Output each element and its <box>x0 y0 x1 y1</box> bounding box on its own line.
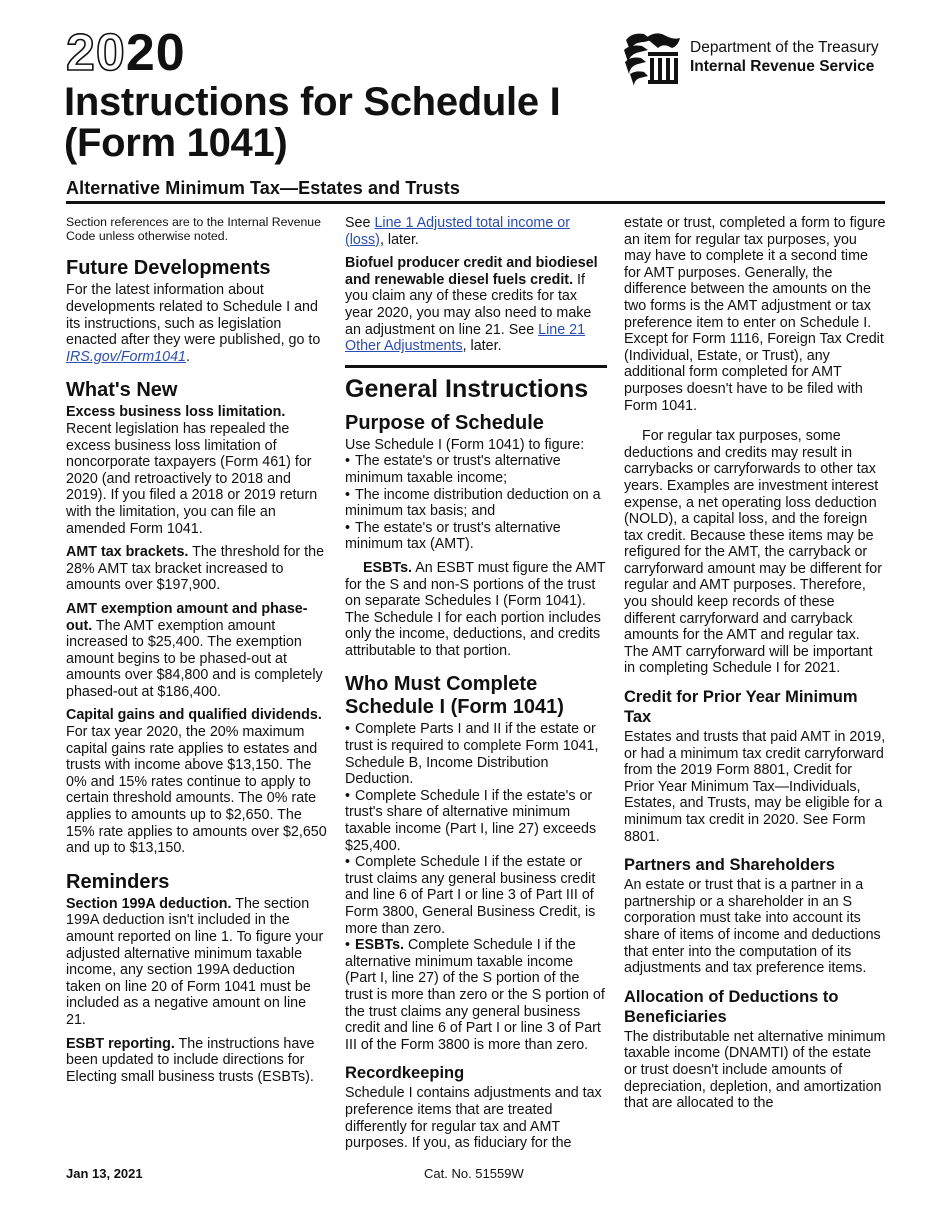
year-outline-digits: 20 <box>66 24 126 82</box>
future-developments-text: For the latest information about developments related to Schedule I and its instructions, such as legislation enacted after they were published, go to IRS.gov/Form1041. <box>66 282 321 365</box>
allocation-text: The distributable net alternative minimum taxable income (DNAMTI) of the estate or trust doesn't include amounts of depreciation, depletion, and amortization that are allocated to the <box>624 1028 886 1112</box>
esbt-paragraph: ESBTs. An ESBT must figure the AMT for the S and non-S portions of the trust on separate Schedules I (Form 1041). The Schedule I for each portion includes only the income, deductions, and credits attributable to that portion. <box>345 559 606 659</box>
who-list <box>345 721 607 1053</box>
footer-catalog-number: Cat. No. 51559W <box>424 1166 524 1181</box>
purpose-heading: Purpose of Schedule <box>345 411 544 434</box>
reminders-heading: Reminders <box>66 870 170 893</box>
whats-new-heading: What's New <box>66 379 178 402</box>
credit-prior-year-text: Estates and trusts that paid AMT in 2019, or had a minimum tax credit carryforward from the 2019 Form 8801, Credit for Prior Year Minimum Tax—Individuals, Estates, and Trusts, may be eligible for a minimum tax credit in 2020. See Form 8801. <box>624 729 886 845</box>
amt-exemption-paragraph: AMT exemption amount and phase-out. The AMT exemption amount increased to $25,400. The exemption amount begins to be phased-out at amounts over $84,800 and is completely phased-out at $186,400. <box>66 600 323 700</box>
list-item: • Complete Parts I and II if the estate or trust is required to complete Form 1041, Schedule B, Income Distribution Deduction. <box>345 721 599 788</box>
line21-link[interactable]: Line 21 Other Adjustments <box>345 321 586 355</box>
recordkeeping-continued: estate or trust, completed a form to figure an item for regular tax purposes, you may have to complete it a second time for AMT purposes. Generally, the difference between the amounts on the two forms is the AMT adjustment or tax preference item to enter on Schedule I. Except for Form 1116, Foreign Tax Credit (Individual, Estate, or Trust), any additional form completed for AMT purposes doesn't have to be filed with Form 1041. <box>624 215 886 414</box>
column-1 <box>66 215 328 1092</box>
footer-date: Jan 13, 2021 <box>66 1166 143 1181</box>
purpose-list <box>345 453 607 553</box>
page-title: Instructions for Schedule I (Form 1041) <box>64 80 561 165</box>
carryforward-paragraph: For regular tax purposes, some deductions and credits may result in carrybacks or carryforwards to other tax years. Examples are investment interest expense, a net operating loss deduction (NOLD), a capital loss, and the foreign tax credit. Because these items may be refigured for the AMT, the carryback or carryforward amount may be different for regular and AMT purposes. Therefore, you should keep records of these different carryforward and carryback amounts for the AMT and regular tax. The AMT carryforward will be important in completing Schedule I for 2021. <box>624 428 882 677</box>
list-item: • The income distribution deduction on a minimum tax basis; and <box>345 486 601 520</box>
agency-block <box>622 30 879 88</box>
general-instructions-rule <box>345 365 607 404</box>
allocation-heading: Allocation of Deductions to Beneficiaries <box>624 987 839 1026</box>
esbt-reporting-paragraph: ESBT reporting. The instructions have been updated to include directions for Electing small business trusts (ESBTs). <box>66 1035 315 1085</box>
purpose-intro: Use Schedule I (Form 1041) to figure: <box>345 436 585 453</box>
agency-department: Department of the Treasury <box>690 39 879 56</box>
future-developments-heading: Future Developments <box>66 257 271 280</box>
column-3 <box>624 215 886 1119</box>
see-line1-paragraph: See Line 1 Adjusted total income or (loss), later. <box>345 215 570 248</box>
list-item: • Complete Schedule I if the estate or trust claims any general business credit and line 6 of Part I or line 3 of Part III of Form 3800, General Business Credit, is more than zero. <box>345 854 596 937</box>
list-item: • The estate's or trust's alternative minimum taxable income; <box>345 453 561 486</box>
who-must-complete-heading: Who Must Complete Schedule I (Form 1041) <box>345 673 564 719</box>
capital-gains-paragraph: Capital gains and qualified dividends. For tax year 2020, the 20% maximum capital gains rate applies to estates and trusts with income above $13,150. The 0% and 15% rates continue to apply to certain threshold amounts. The 0% rate applies to amounts up to $2,650. The 15% rate applies to amounts over $2,650 and up to $13,150. <box>66 707 327 857</box>
general-instructions-heading: General Instructions <box>345 374 589 403</box>
irs-eagle-logo-icon <box>622 30 684 88</box>
intro-note: Section references are to the Internal Revenue Code unless otherwise noted. <box>66 215 321 244</box>
biofuel-paragraph: Biofuel producer credit and biodiesel and renewable diesel fuels credit. If you claim any of these credits for tax year 2020, you may also need to make an adjustment on line 21. See Line 21 Other Adjustments, later. <box>345 255 598 355</box>
list-item: • The estate's or trust's alternative minimum tax (AMT). <box>345 519 561 553</box>
amt-brackets-paragraph: AMT tax brackets. The threshold for the 28% AMT tax bracket increased to amounts over $197,900. <box>66 544 325 594</box>
excess-loss-paragraph: Excess business loss limitation. Recent legislation has repealed the excess business loss limitation of noncorporate taxpayers (Form 461) for 2020 (and retroactively to 2018 and 2019). If you filed a 2018 or 2019 return with the limitation, you can file an amended Form 1041. <box>66 404 318 537</box>
credit-prior-year-heading: Credit for Prior Year Minimum Tax <box>624 688 858 727</box>
header-rule <box>66 201 885 204</box>
column-2 <box>345 215 607 1159</box>
list-item: • Complete Schedule I if the estate's or trust's share of alternative minimum taxable income (Part I, line 27) exceeds $25,400. <box>345 787 597 854</box>
year-solid-digits: 20 <box>125 24 186 82</box>
page-subtitle: Alternative Minimum Tax—Estates and Trusts <box>66 178 460 198</box>
partners-text: An estate or trust that is a partner in a partnership or a shareholder in an S corporation must take into account its share of items of income and deductions that enter into the computation of its adjustments and tax preference items. <box>624 877 881 977</box>
agency-irs: Internal Revenue Service <box>690 58 875 75</box>
line1-link[interactable]: Line 1 Adjusted total income or (loss) <box>345 215 570 248</box>
partners-heading: Partners and Shareholders <box>624 856 835 875</box>
section-199a-paragraph: Section 199A deduction. The section 199A deduction isn't included in the amount reported on line 1. To figure your adjusted alternative minimum taxable income, any section 199A deduction taken on line 20 of Form 1041 must be included as a negative amount on line 21. <box>66 895 324 1028</box>
form-year <box>66 24 186 82</box>
recordkeeping-heading: Recordkeeping <box>345 1064 465 1083</box>
list-item: • ESBTs. Complete Schedule I if the alternative minimum taxable income (Part I, line 27) of the S portion of the trust is more than zero or the S portion of the trust claims any general business credit and line 6 of Part I or line 3 of Part III of the Form 3800 is more than zero. <box>345 937 605 1053</box>
irs-form1041-link[interactable]: IRS.gov/Form1041 <box>66 348 186 365</box>
recordkeeping-text: Schedule I contains adjustments and tax preference items that are treated differently for regular tax and AMT purposes. If you, as fiduciary for the <box>345 1085 602 1152</box>
